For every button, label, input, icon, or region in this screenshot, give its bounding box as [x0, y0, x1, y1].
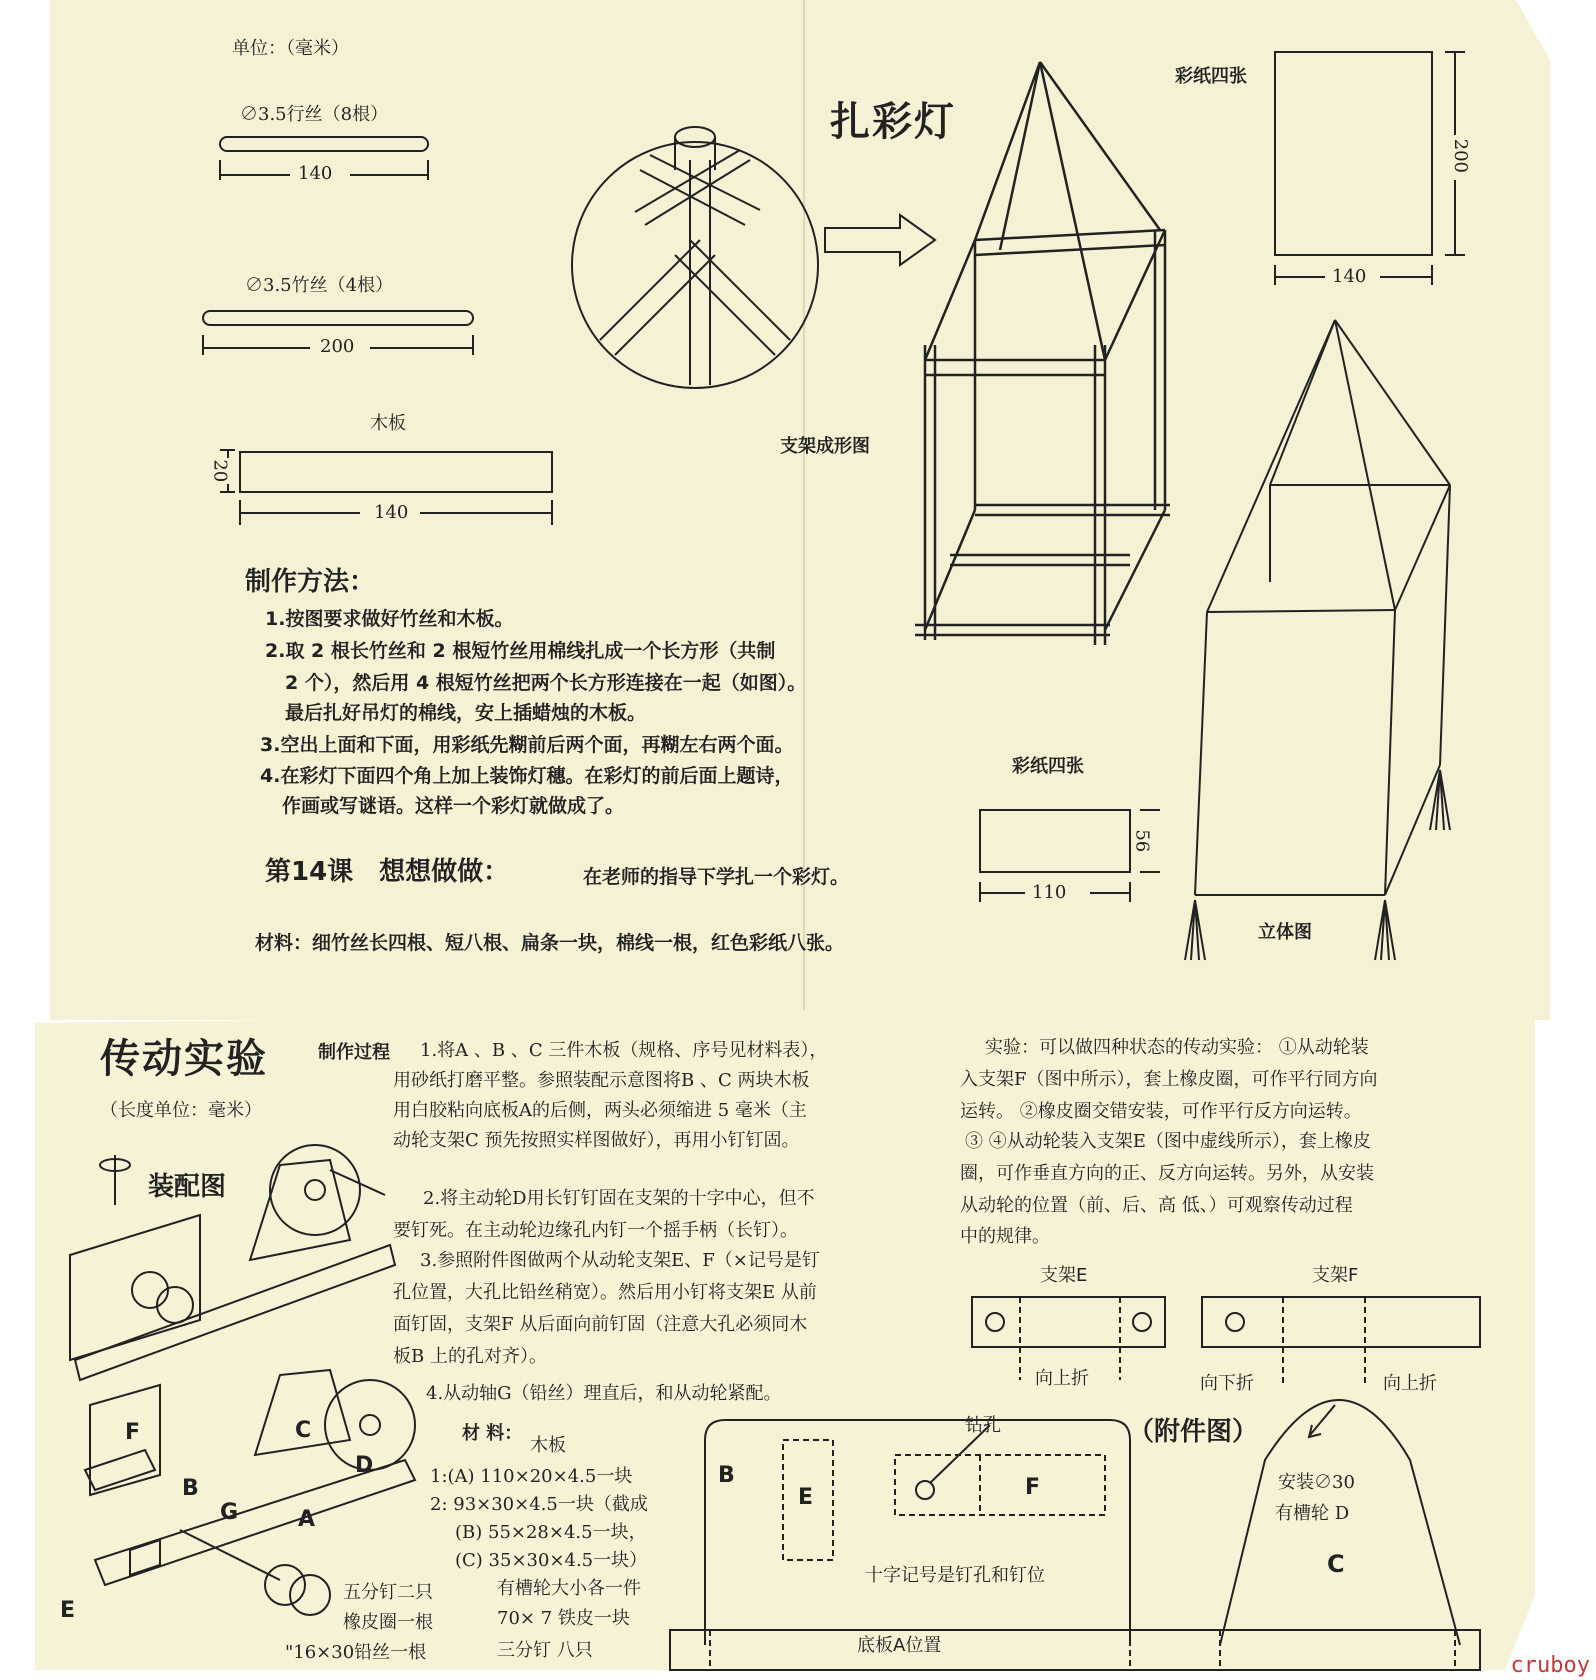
paper2-height: 56	[1131, 829, 1153, 853]
cross-note: 十字记号是钉孔和钉位	[865, 1565, 1045, 1586]
assembly-drawing	[70, 1145, 415, 1615]
attachment-letter-f: F	[1025, 1475, 1041, 1500]
wire1-label: ∅3.5行丝（8根）	[240, 104, 389, 125]
fold-up-f: 向上折	[1383, 1373, 1437, 1394]
process-line-2: 用砂纸打磨平整。参照装配示意图将B 、C 两块木板	[393, 1070, 810, 1091]
materials-title: 材 料：	[462, 1423, 523, 1444]
step-2b: 2 个），然后用 4 根短竹丝把两个长方形连接在一起（如图）。	[285, 672, 807, 694]
lantern-frame	[915, 62, 1170, 645]
paper1-width: 140	[1332, 266, 1367, 287]
letter-f: F	[125, 1420, 141, 1445]
process-line-5: 2.将主动轮D用长钉钉固在支架的十字中心，但不	[423, 1188, 815, 1209]
process-line-1: 1.将A 、B 、C 三件木板（规格、序号见材料表），	[420, 1040, 828, 1061]
material-line-2: 2: 93×30×4.5一块（截成	[430, 1494, 648, 1515]
extra-left-1: 五分钉二只	[343, 1582, 433, 1603]
bracket-e	[972, 1297, 1165, 1347]
watermark: cruboy	[1510, 1653, 1590, 1678]
paper-200x140	[1275, 52, 1432, 255]
fold-down-f: 向下折	[1200, 1373, 1254, 1394]
lesson-title: 第14课 想想做做：	[265, 857, 510, 887]
wood-board	[240, 452, 552, 492]
attachment-label: （附件图）	[1128, 1417, 1259, 1447]
arrow-icon	[825, 215, 935, 265]
paper2-label: 彩纸四张	[1012, 756, 1084, 777]
attachment-letter-e: E	[798, 1485, 814, 1510]
section-title: 传动实验	[100, 1036, 268, 1082]
experiment-line-6: 从动轮的位置（前、后、高 低、）可观察传动过程	[960, 1195, 1353, 1216]
step-2c: 最后扎好吊灯的棉线，安上插蜡烛的木板。	[285, 702, 647, 724]
process-line-10: 板B 上的孔对齐）。	[393, 1346, 547, 1367]
process-label: 制作过程	[318, 1042, 390, 1063]
extra-right-2: 70× 7 铁皮一块	[497, 1608, 630, 1629]
fold-up-e: 向上折	[1035, 1368, 1089, 1389]
attachment-letter-b: B	[718, 1463, 735, 1488]
wire-200	[203, 311, 473, 325]
letter-d: D	[355, 1453, 374, 1478]
lantern-3d	[1185, 320, 1450, 960]
letter-e: E	[60, 1598, 76, 1623]
material-line-4: (C) 35×30×4.5一块）	[455, 1550, 648, 1571]
paper1-label: 彩纸四张	[1175, 66, 1247, 87]
process-line-4: 动轮支架C 预先按照实样图做好），再用小钉钉固。	[393, 1130, 800, 1151]
bracket-e-label: 支架E	[1040, 1265, 1088, 1286]
experiment-line-3: 运转。 ②橡皮圈交错安装，可作平行反方向运转。	[960, 1101, 1362, 1122]
process-line-9: 面钉固，支架F 从后面向前钉固（注意大孔必须同木	[393, 1314, 808, 1335]
materials-line: 材料：细竹丝长四根、短八根、扁条一块，棉线一根，红色彩纸八张。	[255, 932, 845, 954]
method-title: 制作方法：	[245, 567, 376, 597]
extra-right-3: 三分钉 八只	[497, 1640, 593, 1661]
letter-b: B	[182, 1476, 199, 1501]
attachment-letter-c: C	[1327, 1550, 1345, 1578]
letter-g: G	[220, 1500, 239, 1525]
step-4b: 作画或写谜语。这样一个彩灯就做成了。	[282, 795, 625, 817]
install-label-1: 安装∅30	[1278, 1472, 1355, 1493]
material-board: 木板	[530, 1435, 566, 1456]
step-2: 2.取 2 根长竹丝和 2 根短竹丝用棉线扎成一个长方形（共制	[265, 640, 776, 662]
attachment-drawing	[670, 1400, 1480, 1670]
drill-label: 钻孔	[965, 1415, 1001, 1436]
wire2-label: ∅3.5竹丝（4根）	[245, 275, 394, 296]
process-line-8: 孔位置，大孔比铅丝稍宽）。然后用小钉将支架E 从前	[393, 1282, 817, 1303]
lesson-text: 在老师的指导下学扎一个彩灯。	[583, 866, 850, 888]
bracket-f-label: 支架F	[1312, 1265, 1359, 1286]
step-1: 1.按图要求做好竹丝和木板。	[265, 608, 514, 630]
process-line-6: 要钉死。在主动轮边缘孔内钉一个摇手柄（长钉）。	[393, 1220, 798, 1241]
wire1-length: 140	[298, 163, 333, 184]
material-line-3: (B) 55×28×4.5一块，	[455, 1522, 647, 1543]
letter-c: C	[295, 1418, 312, 1443]
page-title: 扎彩灯	[830, 99, 956, 145]
extra-left-2: 橡皮圈一根	[343, 1612, 433, 1633]
extra-left-3: "16×30铅丝一根	[285, 1642, 427, 1663]
base-label: 底板A位置	[857, 1635, 942, 1656]
view3d-caption: 立体图	[1258, 922, 1312, 943]
assembly-label: 装配图	[148, 1172, 227, 1202]
wire2-length: 200	[320, 336, 355, 357]
paper1-height: 200	[1449, 138, 1471, 173]
process-line-11: 4.从动轴G（铅丝）理直后，和从动轮紧配。	[426, 1383, 782, 1404]
process-line-7: 3.参照附件图做两个从动轮支架E、F（×记号是钉	[420, 1250, 820, 1271]
install-label-2: 有槽轮 D	[1275, 1503, 1350, 1524]
process-line-3: 用白胶粘向底板A的后侧，两头必须缩进 5 毫米（主	[393, 1100, 807, 1121]
step-4: 4.在彩灯下面四个角上加上装饰灯穗。在彩灯的前后面上题诗，	[260, 765, 794, 787]
board-height: 20	[209, 459, 231, 483]
paper-110x56	[980, 810, 1130, 872]
step-3: 3.空出上面和下面，用彩纸先糊前后两个面，再糊左右两个面。	[260, 734, 794, 756]
experiment-line-5: 圈，可作垂直方向的正、反方向运转。另外，从安装	[960, 1163, 1374, 1184]
board-label: 木板	[370, 413, 406, 434]
material-line-1: 1:(A) 110×20×4.5一块	[430, 1466, 633, 1487]
unit-label: 单位：（毫米）	[232, 38, 349, 59]
knot-detail	[572, 127, 818, 388]
experiment-line-1: 实验：可以做四种状态的传动实验： ①从动轮装	[985, 1037, 1369, 1058]
extra-right-1: 有槽轮大小各一件	[497, 1578, 641, 1599]
experiment-line-2: 入支架F（图中所示），套上橡皮圈，可作平行同方向	[960, 1069, 1378, 1090]
wire-140	[220, 137, 428, 151]
unit-note: （长度单位：毫米）	[100, 1100, 262, 1121]
experiment-line-7: 中的规律。	[960, 1226, 1050, 1247]
letter-a: A	[298, 1507, 316, 1532]
paper2-width: 110	[1032, 882, 1067, 903]
frame-caption: 支架成形图	[780, 436, 870, 457]
board-length: 140	[374, 502, 409, 523]
experiment-line-4: ③ ④从动轮装入支架E（图中虚线所示），套上橡皮	[965, 1131, 1371, 1152]
